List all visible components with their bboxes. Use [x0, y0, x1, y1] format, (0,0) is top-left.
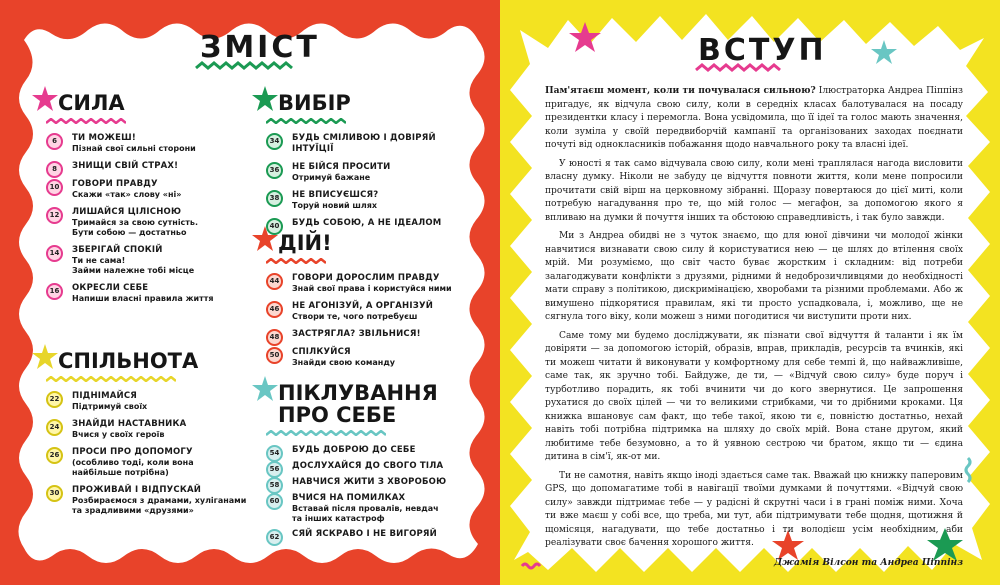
- page-number-badge: 16: [46, 283, 63, 300]
- toc-entry[interactable]: [266, 301, 466, 322]
- page-number-badge: 44: [266, 273, 283, 290]
- page-number-badge: 54: [266, 445, 283, 462]
- page-number-badge: 10: [46, 179, 63, 196]
- page-number-badge: 26: [46, 447, 63, 464]
- intro-paragraph: [545, 84, 963, 153]
- entry-subtitle: Вчися у своїх героїв: [72, 430, 165, 439]
- toc-section-syla: [46, 92, 246, 311]
- entry-title: ЗБЕРІГАЙ СПОКІЙ: [72, 245, 163, 255]
- intro-paragraph: Ти не самотня, навіть якщо іноді здається саме так. Вважай цю книжку паперовим GPS, що допомагатиме тобі в навігації твоїми думками й почуттями. «Відчуй свою силу» завжди підтримає тебе — у радісні й скрутні часи і в грані поміж ними. Хоча ти вже маєш у собі все, що треба, ми тут, аби підтримувати тебе щодня, щотижня й щомісяця, нагадувати, що тебе достатньо і ти володієш усім необхідним, аби реалізувати своє бачення хорошого життя.: [545, 470, 963, 548]
- toc-entry[interactable]: [46, 207, 246, 238]
- toc-entry[interactable]: [266, 529, 471, 540]
- page-number-badge: 58: [266, 477, 283, 494]
- entry-title: БУДЬ ДОБРОЮ ДО СЕБЕ: [292, 445, 416, 455]
- entry-title: ПІДНІМАЙСЯ: [72, 391, 138, 401]
- page-number-badge: 8: [46, 161, 63, 178]
- entry-subtitle: Тримайся за свою сутність. Бути собою — достатньо: [72, 218, 199, 237]
- intro-authors: Джамія Вілсон та Андреа Піппінз: [774, 556, 963, 568]
- toc-entry[interactable]: [46, 245, 246, 276]
- page-number-badge: 34: [266, 133, 283, 150]
- toc-section-diy: [266, 232, 466, 375]
- page-number-badge: 6: [46, 133, 63, 150]
- entry-title: ПРОСИ ПРО ДОПОМОГУ: [72, 447, 193, 457]
- star-icon: [32, 344, 58, 370]
- intro-paragraph: У юності я так само відчувала свою силу, коли мені траплялася нагода висловити власну думку. Ніколи не забуду це відчуття повноти життя, коли мене попросили прочитати свій вірш на церковному зібранні. Щоразу повертаюся до цієї миті, коли потребую нагадування про те, що мій голос — мегафон, за допомогою якого я впливаю на думки й почуття інших та обстоюю справедливість, і так було завжди.: [545, 158, 963, 223]
- section-title: СПІЛЬНОТА: [58, 349, 199, 373]
- toc-title: ЗМІСТ: [200, 30, 320, 65]
- entry-title: ГОВОРИ ДОРОСЛИМ ПРАВДУ: [292, 273, 440, 283]
- entry-list: [266, 273, 466, 368]
- toc-entry[interactable]: [46, 391, 276, 412]
- entry-title: НАВЧИСЯ ЖИТИ З ХВОРОБОЮ: [292, 477, 447, 487]
- entry-title: СЯЙ ЯСКРАВО І НЕ ВИГОРЯЙ: [292, 529, 437, 539]
- entry-list: [266, 445, 471, 540]
- toc-entry[interactable]: [266, 347, 466, 368]
- toc-entry[interactable]: [46, 447, 276, 478]
- entry-title: БУДЬ СОБОЮ, А НЕ ІДЕАЛОМ: [292, 218, 442, 228]
- toc-entry[interactable]: [46, 133, 246, 154]
- toc-section-pikluvannya: [266, 382, 471, 545]
- toc-entry[interactable]: [266, 493, 471, 524]
- section-title: СИЛА: [58, 91, 125, 115]
- toc-entry[interactable]: [46, 161, 246, 172]
- entry-title: ЗАСТРЯГЛА? ЗВІЛЬНИСЯ!: [292, 329, 421, 339]
- entry-subtitle: Ти не сама! Займи належне тобі місце: [72, 256, 195, 275]
- star-icon: [32, 86, 58, 112]
- toc-entry[interactable]: [266, 461, 471, 472]
- toc-section-vybir: [266, 92, 466, 236]
- entry-subtitle: Вставай після провалів, невдач та інших катастроф: [292, 504, 439, 523]
- page-number-badge: 30: [46, 485, 63, 502]
- entry-title: ДОСЛУХАЙСЯ ДО СВОГО ТІЛА: [292, 461, 444, 471]
- entry-title: НЕ ВПИСУЄШСЯ?: [292, 190, 379, 200]
- entry-title: ТИ МОЖЕШ!: [72, 133, 136, 143]
- page-number-badge: 46: [266, 301, 283, 318]
- entry-list: [266, 133, 466, 229]
- entry-title: БУДЬ СМІЛИВОЮ І ДОВІРЯЙ ІНТУЇЦІЇ: [292, 133, 436, 154]
- entry-title: НЕ АГОНІЗУЙ, А ОРГАНІЗУЙ: [292, 301, 434, 311]
- toc-entry[interactable]: [266, 133, 466, 155]
- page-number-badge: 50: [266, 347, 283, 364]
- entry-subtitle: Напиши власні правила життя: [72, 294, 214, 303]
- toc-entry[interactable]: [266, 273, 466, 294]
- entry-title: ПРОЖИВАЙ І ВІДПУСКАЙ: [72, 485, 202, 495]
- section-zigzag: [266, 430, 386, 436]
- entry-title: НЕ БІЙСЯ ПРОСИТИ: [292, 162, 391, 172]
- intro-paragraph: Саме тому ми будемо досліджувати, як пізнати свої відчуття й таланти і як їм довіряти — за допомогою історій, образів, вправ, прикладів, ресурсів та вчинків, які ти можеш читати й виконувати у комфортному для себе темпі й, що найважливіше, саме так, як зручно тобі. Байдуже, де ти, — «Відчуй свою силу» буде поруч і турботливо порадить, як тобі вчинити чи до кого звернутися. Це запрошення рухатися до своїх цілей — чи то великими стрибками, чи то дрібними кроками. Ця книжка вшановує сам факт, що тебе такої, якою ти є, повністю достатньо, нехай навіть тобі потрібна підтримка на шляху до своїх мрій. Вона стане другом, який любитиме тебе безумовно, а то й уявною сестрою чи братом, якщо ти — єдина дитина в сім'ї, як-от ми.: [545, 330, 963, 462]
- page-number-badge: 36: [266, 162, 283, 179]
- section-title: ВИБІР: [278, 91, 351, 115]
- page-number-badge: 40: [266, 218, 283, 235]
- page-number-badge: 24: [46, 419, 63, 436]
- toc-entry[interactable]: [46, 283, 246, 304]
- star-icon: [252, 376, 278, 402]
- page-number-badge: 60: [266, 493, 283, 510]
- decor-squiggle-icon: [522, 564, 540, 568]
- entry-title: СПІЛКУЙСЯ: [292, 347, 351, 357]
- entry-subtitle: Підтримуй своїх: [72, 402, 148, 411]
- toc-entry[interactable]: [46, 419, 276, 440]
- star-icon: [252, 86, 278, 112]
- toc-entry[interactable]: [266, 445, 471, 456]
- section-zigzag: [266, 118, 346, 124]
- intro-lead: Пам'ятаєш момент, коли ти почувалася сильною?: [545, 85, 816, 96]
- entry-list: [46, 133, 246, 304]
- toc-entry[interactable]: [46, 179, 246, 200]
- entry-subtitle: Створи те, чого потребуєш: [292, 312, 418, 321]
- entry-subtitle: Пізнай свої сильні сторони: [72, 144, 196, 153]
- entry-subtitle: Розбираємося з драмами, хуліганами та зрадливими «друзями»: [72, 496, 247, 515]
- toc-entry[interactable]: [46, 485, 276, 516]
- entry-title: ЛИШАЙСЯ ЦІЛІСНОЮ: [72, 207, 182, 217]
- section-zigzag: [266, 258, 326, 264]
- toc-entry[interactable]: [266, 477, 471, 488]
- intro-body: [545, 84, 963, 569]
- entry-subtitle: Отримуй бажане: [292, 173, 371, 182]
- intro-paragraph-rest: Ілюстраторка Андреа Піппінз пригадує, як відчула свою силу, коли в середніх класах балотувалася на посаду президентки класу і перемогла. Вона усвідомила, що її ідеї та голос мають значення, коли зуміла у своїй передвиборчій кампанії та організованих заходах поєднати почуті від однокласників побажання щодо навчального року та власні ідеї.: [545, 86, 963, 150]
- section-zigzag: [46, 376, 176, 382]
- entry-subtitle: Знай свої права і користуйся ними: [292, 284, 452, 293]
- intro-paragraph: Ми з Андреа обидві не з чуток знаємо, що для юної дівчини чи молодої жінки навчитися визнавати свою силу й користуватися нею — це шлях до втілення своїх мрій. Ми розуміємо, що світ часто буває жорстким і складним: від потреби залагоджувати конфлікти з друзями, рідними й недоброзичливцями до необхідності мати справу з політикою, дискримінацією, хворобами та різними проблемами. Або ж вимушено підкорятися правилам, які ти просто успадковала, і, можливо, ще не сягнула того віку, коли можеш з ними погодитися чи виступити проти них.: [545, 231, 963, 322]
- page-number-badge: 56: [266, 461, 283, 478]
- toc-entry[interactable]: [266, 162, 466, 183]
- entry-title: ВЧИСЯ НА ПОМИЛКАХ: [292, 493, 406, 503]
- section-title: ПІКЛУВАННЯ ПРО СЕБЕ: [278, 381, 438, 427]
- entry-title: ЗНИЩИ СВІЙ СТРАХ!: [72, 161, 179, 171]
- page-number-badge: 12: [46, 207, 63, 224]
- entry-title: ЗНАЙДИ НАСТАВНИКА: [72, 419, 187, 429]
- section-title: ДІЙ!: [278, 231, 332, 255]
- entry-title: ГОВОРИ ПРАВДУ: [72, 179, 158, 189]
- entry-subtitle: Торуй новий шлях: [292, 201, 378, 210]
- star-icon: [252, 226, 278, 252]
- toc-entry[interactable]: [266, 329, 466, 340]
- toc-entry[interactable]: [266, 190, 466, 211]
- entry-list: [46, 391, 276, 516]
- entry-subtitle: Знайди свою команду: [292, 358, 395, 367]
- page-number-badge: 48: [266, 329, 283, 346]
- toc-section-spilnota: [46, 350, 276, 523]
- intro-title: ВСТУП: [698, 33, 827, 68]
- page-number-badge: 14: [46, 245, 63, 262]
- page-number-badge: 62: [266, 529, 283, 546]
- page-number-badge: 22: [46, 391, 63, 408]
- section-zigzag: [46, 118, 126, 124]
- entry-subtitle: (особливо тоді, коли вона найбільше потрібна): [72, 458, 194, 477]
- page-number-badge: 38: [266, 190, 283, 207]
- toc-entry[interactable]: [266, 218, 466, 229]
- entry-title: ОКРЕСЛИ СЕБЕ: [72, 283, 149, 293]
- entry-subtitle: Скажи «так» слову «ні»: [72, 190, 182, 199]
